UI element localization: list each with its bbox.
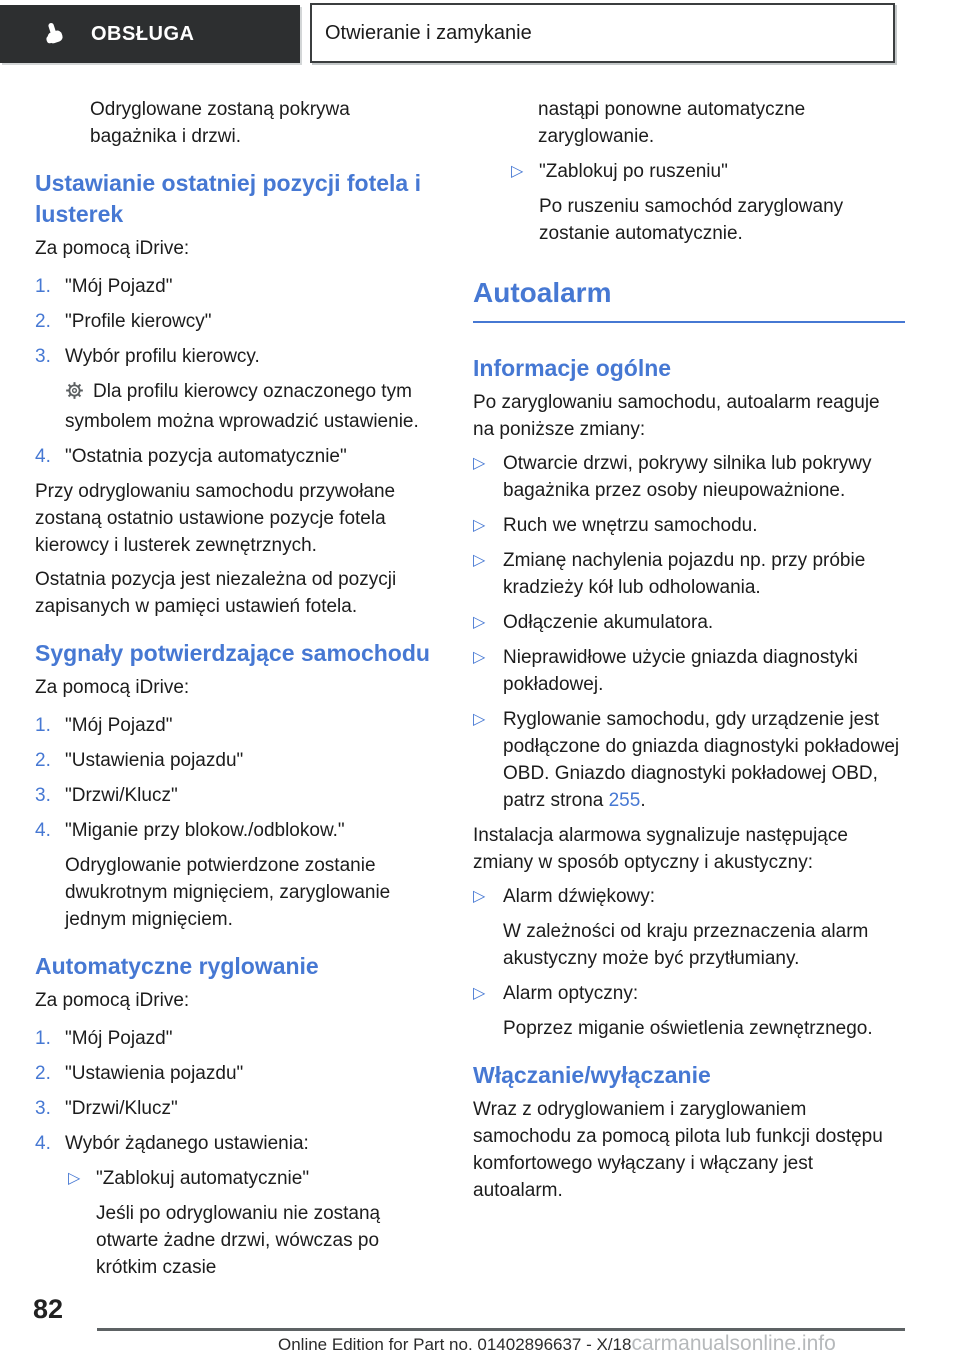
heading-seat-position: Ustawianie ostatniej pozycji fotela i lusterek bbox=[35, 170, 421, 227]
trigger-text: Zmianę nachylenia pojazdu np. przy próbie kradzieży kół lub odholowania. bbox=[503, 550, 866, 598]
step-text: Wybór profilu kierowcy. bbox=[65, 346, 260, 367]
step-text: Wybór żądanego ustawienia: bbox=[65, 1133, 309, 1154]
step-number: 4. bbox=[35, 446, 51, 467]
step-text: "Mój Pojazd" bbox=[65, 715, 173, 736]
list-item bbox=[35, 712, 437, 739]
trigger-text: Ruch we wnętrzu samochodu. bbox=[503, 515, 758, 536]
list-item bbox=[35, 1095, 437, 1122]
section-tab bbox=[0, 5, 300, 63]
triangle-bullet-icon: ▷ bbox=[473, 711, 486, 728]
right-column bbox=[473, 96, 905, 1211]
alarm-description: Poprzez miganie oświetlenia zewnętrznego. bbox=[503, 1018, 873, 1039]
paragraph: Wraz z odryglowaniem i zaryglowaniem samochodu za pomocą pilota lub funkcji dostępu komfortowego wyłączany i włączany jest autoalarm. bbox=[473, 1099, 883, 1201]
list-item bbox=[35, 747, 437, 774]
step-text: "Drzwi/Klucz" bbox=[65, 1098, 178, 1119]
edition-note: Online Edition for Part no. 01402896637 - X/18 bbox=[278, 1335, 632, 1354]
triangle-bullet-icon: ▷ bbox=[473, 517, 486, 534]
triangle-bullet-icon: ▷ bbox=[473, 985, 486, 1002]
alarm-description: W zależności od kraju przeznaczenia alarm akustyczny może być przytłumiany. bbox=[503, 921, 869, 969]
option-description: Po ruszeniu samochód zaryglowany zostanie automatycznie. bbox=[539, 196, 844, 244]
step-text: "Drzwi/Klucz" bbox=[65, 785, 178, 806]
section-label: OBSŁUGA bbox=[91, 22, 195, 45]
alarm-label: Alarm optyczny: bbox=[503, 983, 639, 1004]
triangle-bullet-icon: ▷ bbox=[68, 1170, 81, 1187]
triangle-bullet-icon: ▷ bbox=[473, 614, 486, 631]
step-number: 3. bbox=[35, 1098, 51, 1119]
paragraph: Instalacja alarmowa sygnalizuje następujące zmiany w sposób optyczny i akustyczny: bbox=[473, 825, 848, 873]
step-number: 1. bbox=[35, 276, 51, 297]
step-number: 2. bbox=[35, 750, 51, 771]
list-item bbox=[35, 817, 437, 844]
chapter-title-box bbox=[310, 3, 895, 63]
step-number: 2. bbox=[35, 311, 51, 332]
step-text: "Profile kierowcy" bbox=[65, 311, 212, 332]
heading-confirmation-signals: Sygnały potwierdzające samochodu bbox=[35, 640, 430, 666]
paragraph: Ostatnia pozycja jest niezależna od pozycji zapisanych w pamięci ustawień fotela. bbox=[35, 569, 397, 617]
trigger-text: Odłączenie akumulatora. bbox=[503, 612, 714, 633]
hand-pointer-icon bbox=[40, 21, 67, 48]
triangle-bullet-icon: ▷ bbox=[473, 552, 486, 569]
footer-line bbox=[278, 1332, 836, 1356]
trigger-item bbox=[473, 609, 905, 636]
step-number: 4. bbox=[35, 1133, 51, 1154]
option-description: Jeśli po odryglowaniu nie zostaną otwarte żadne drzwi, wówczas po krótkim czasie bbox=[96, 1203, 381, 1278]
step-text: "Mój Pojazd" bbox=[65, 1028, 173, 1049]
heading-general-info: Informacje ogólne bbox=[473, 355, 672, 381]
step-number: 1. bbox=[35, 715, 51, 736]
list-item bbox=[35, 1060, 437, 1087]
trigger-item bbox=[473, 644, 905, 698]
gear-icon bbox=[65, 381, 84, 408]
alarm-item bbox=[473, 980, 905, 1007]
paragraph: Po zaryglowaniu samochodu, autoalarm reaguje na poniższe zmiany: bbox=[473, 392, 880, 440]
watermark[interactable]: carmanualsonline.info bbox=[631, 1332, 836, 1355]
list-item bbox=[35, 343, 437, 370]
list-item bbox=[35, 1025, 437, 1052]
left-column bbox=[35, 96, 437, 1289]
option-item bbox=[511, 158, 905, 185]
chapter-title: Otwieranie i zamykanie bbox=[325, 21, 532, 44]
idrive-intro: Za pomocą iDrive: bbox=[35, 238, 190, 259]
heading-auto-locking: Automatyczne ryglowanie bbox=[35, 953, 319, 979]
trigger-item-obd bbox=[473, 706, 905, 814]
option-label: "Zablokuj automatycznie" bbox=[96, 1168, 310, 1189]
step-text: "Ustawienia pojazdu" bbox=[65, 1063, 244, 1084]
step-text: "Ustawienia pojazdu" bbox=[65, 750, 244, 771]
trigger-text bbox=[503, 706, 905, 814]
step-number: 3. bbox=[35, 785, 51, 806]
step-text: "Ostatnia pozycja automatycznie" bbox=[65, 446, 347, 467]
list-item bbox=[35, 1130, 437, 1157]
step-text: "Miganie przy blokow./odblokow." bbox=[65, 820, 345, 841]
step-text: "Mój Pojazd" bbox=[65, 276, 173, 297]
list-item bbox=[35, 308, 437, 335]
continued-paragraph: Odryglowane zostaną pokrywa bagażnika i drzwi. bbox=[90, 99, 350, 147]
trigger-text: Otwarcie drzwi, pokrywy silnika lub pokrywy bagażnika przez osoby nieupoważnione. bbox=[503, 453, 872, 501]
step-sub-paragraph: Odryglowanie potwierdzone zostanie dwukrotnym mignięciem, zaryglowanie jednym mignięciem. bbox=[65, 855, 391, 930]
idrive-intro: Za pomocą iDrive: bbox=[35, 990, 190, 1011]
page-number: 82 bbox=[33, 1294, 64, 1324]
step-number: 2. bbox=[35, 1063, 51, 1084]
trigger-item bbox=[473, 450, 905, 504]
page-link-255[interactable]: 255 bbox=[608, 790, 641, 811]
gear-note bbox=[65, 378, 437, 435]
option-label: "Zablokuj po ruszeniu" bbox=[539, 161, 728, 182]
alarm-item bbox=[473, 883, 905, 910]
triangle-bullet-icon: ▷ bbox=[473, 649, 486, 666]
triangle-bullet-icon: ▷ bbox=[473, 455, 486, 472]
trigger-text-after-link: . bbox=[640, 790, 646, 811]
idrive-intro: Za pomocą iDrive: bbox=[35, 677, 190, 698]
paragraph: Przy odryglowaniu samochodu przywołane zostaną ostatnio ustawione pozycje fotela kierowcy i lusterek zewnętrznych. bbox=[35, 481, 396, 556]
triangle-bullet-icon: ▷ bbox=[511, 163, 524, 180]
trigger-item bbox=[473, 547, 905, 601]
trigger-text: Nieprawidłowe użycie gniazda diagnostyki pokładowej. bbox=[503, 647, 858, 695]
step-number: 4. bbox=[35, 820, 51, 841]
step-number: 1. bbox=[35, 1028, 51, 1049]
triangle-bullet-icon: ▷ bbox=[473, 888, 486, 905]
list-item bbox=[35, 782, 437, 809]
list-item bbox=[35, 443, 437, 470]
alarm-label: Alarm dźwiękowy: bbox=[503, 886, 656, 907]
footer-rule bbox=[97, 1328, 905, 1331]
heading-on-off: Włączanie/wyłączanie bbox=[473, 1062, 711, 1088]
list-item bbox=[35, 273, 437, 300]
option-item bbox=[68, 1165, 437, 1192]
gear-note-text: Dla profilu kierowcy oznaczonego tym symbolem można wprowadzić ustawienie. bbox=[65, 381, 419, 432]
continued-paragraph: nastąpi ponowne automatyczne zaryglowanie. bbox=[538, 99, 806, 147]
trigger-text-before-link: Ryglowanie samochodu, gdy urządzenie jest podłączone do gniazda diagnostyki pokładowej OBD. Gniazdo diagnostyki pokładowej OBD, patrz strona bbox=[503, 709, 900, 811]
trigger-item bbox=[473, 512, 905, 539]
step-number: 3. bbox=[35, 346, 51, 367]
chapter-heading-autoalarm: Autoalarm bbox=[473, 277, 905, 323]
